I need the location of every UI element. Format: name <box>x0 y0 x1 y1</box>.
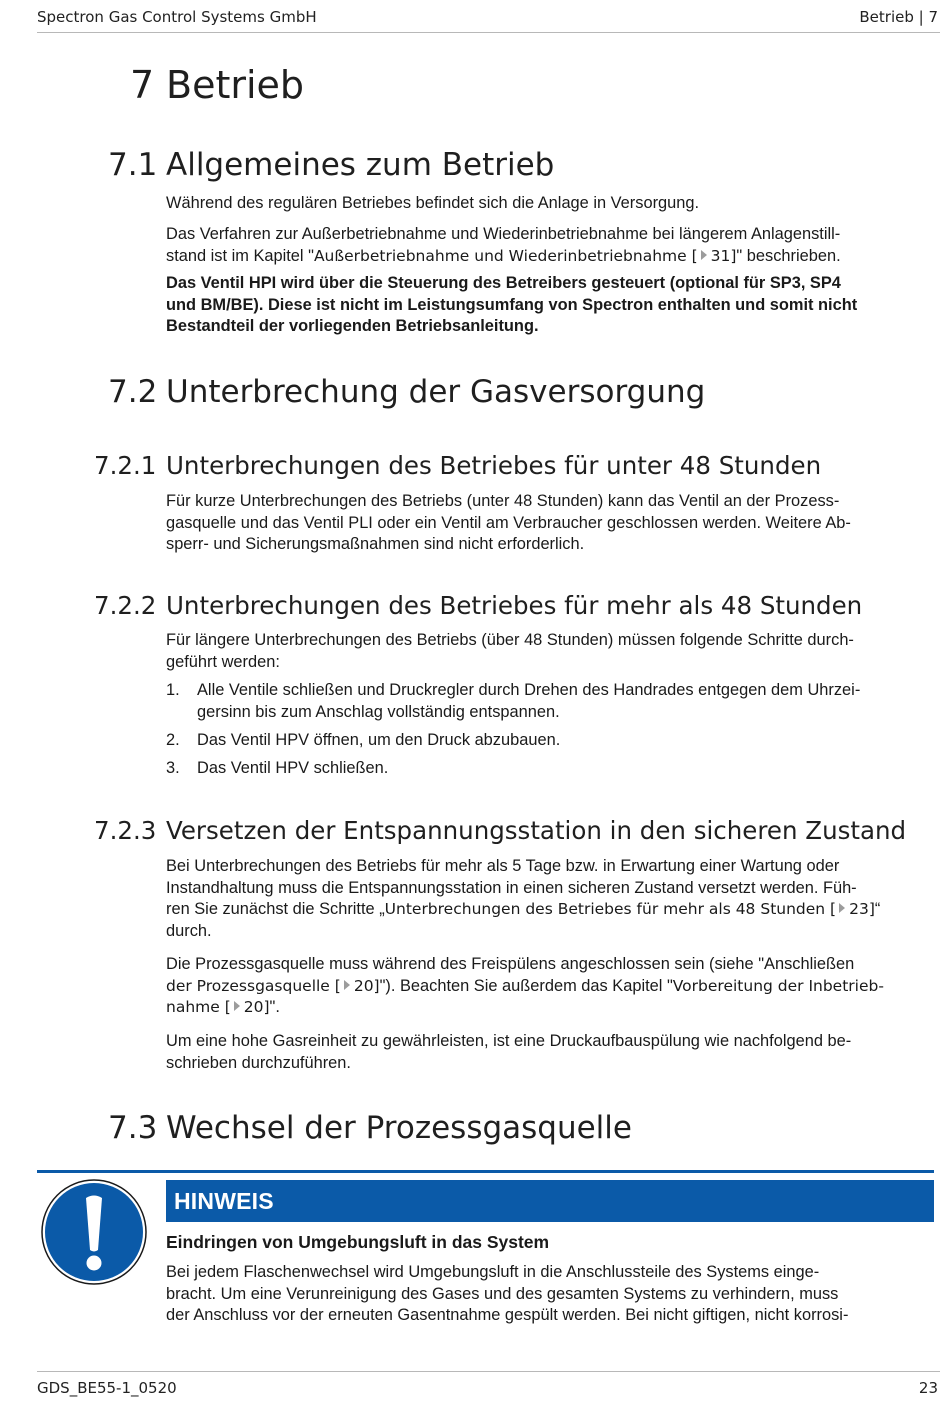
page-ref[interactable]: 31] <box>710 246 737 265</box>
section-7-3-number: 7.3 <box>108 1110 158 1146</box>
text-line: Bei Unterbrechungen des Betriebs für mehr als 5 Tage bzw. in Erwartung einer Wartung oder <box>166 857 840 875</box>
section-7-2-3-para-2 <box>166 954 934 1019</box>
section-7-2-3-para-3 <box>166 1031 934 1074</box>
chapter-title: Betrieb <box>166 63 305 107</box>
step-number: 2. <box>166 731 180 749</box>
text-line <box>166 246 934 268</box>
section-7-2-2-para <box>166 630 934 673</box>
step-text: Das Ventil HPV öffnen, um den Druck abzubauen. <box>197 731 561 749</box>
crossref-link[interactable]: nahme [ <box>166 998 231 1016</box>
text-fragment: ". <box>269 998 280 1016</box>
crossref-link[interactable]: Außerbetriebnahme und Wiederinbetriebnahme [ <box>313 246 698 265</box>
section-7-1-para-1 <box>166 193 934 215</box>
text-line: Für kurze Unterbrechungen des Betriebs (unter 48 Stunden) kann das Ventil an der Prozess- <box>166 492 840 510</box>
section-7-1-number: 7.1 <box>108 147 158 183</box>
text-line <box>166 997 934 1019</box>
text-fragment: stand ist im Kapitel " <box>166 246 314 265</box>
page-ref-arrow-icon <box>701 250 707 260</box>
section-7-1-title: Allgemeines zum Betrieb <box>166 147 555 183</box>
section-7-2-3-number: 7.2.3 <box>94 816 157 845</box>
notice-body <box>166 1262 934 1327</box>
text-line: Für längere Unterbrechungen des Betriebs (über 48 Stunden) müssen folgende Schritte durch- <box>166 631 854 649</box>
crossref-link[interactable]: der Prozessgasquelle [ <box>166 976 341 995</box>
text-line: Während des regulären Betriebes befindet sich die Anlage in Versorgung. <box>166 194 700 212</box>
text-line: Das Verfahren zur Außerbetriebnahme und Wiederinbetriebnahme bei längerem Anlagenstill- <box>166 225 841 243</box>
text-line: der Anschluss vor der erneuten Gasentnahme gespült werden. Bei nicht giftigen, nicht korrosi- <box>166 1306 849 1324</box>
page-ref-arrow-icon <box>344 980 350 990</box>
text-line: schrieben durchzuführen. <box>166 1053 351 1072</box>
text-fragment: ren Sie zunächst die Schritte „ <box>166 900 385 918</box>
text-line <box>166 899 934 921</box>
text-fragment: “ <box>874 900 881 918</box>
section-7-2-1-title: Unterbrechungen des Betriebes für unter 48 Stunden <box>166 451 822 480</box>
text-line: Alle Ventile schließen und Druckregler durch Drehen des Handrades entgegen dem Uhrzei- <box>197 681 861 699</box>
page-ref[interactable]: 20] <box>243 998 270 1016</box>
text-line <box>166 976 934 998</box>
notice-heading <box>166 1232 934 1254</box>
step-text: Das Ventil HPV schließen. <box>197 759 389 777</box>
notice-banner <box>166 1180 934 1222</box>
text-line: gersinn bis zum Anschlag vollständig entspannen. <box>197 702 560 721</box>
text-line: Um eine hohe Gasreinheit zu gewährleisten, ist eine Druckaufbauspülung wie nachfolgend be- <box>166 1032 852 1050</box>
step-number: 3. <box>166 759 180 777</box>
section-7-2-3-para-1 <box>166 856 934 942</box>
section-7-2-1-number: 7.2.1 <box>94 451 157 480</box>
footer-doc-id: GDS_BE55-1_0520 <box>37 1379 177 1397</box>
footer-page-number: 23 <box>918 1379 938 1397</box>
step-text <box>197 680 860 723</box>
text-line: gasquelle und das Ventil PLI oder ein Ventil am Verbraucher geschlossen werden. Weitere Ab- <box>166 513 851 532</box>
text-line: geführt werden: <box>166 652 280 671</box>
text-line: Bei jedem Flaschenwechsel wird Umgebungsluft in die Anschlussteile des Systems einge- <box>166 1263 820 1281</box>
section-7-2-title: Unterbrechung der Gasversorgung <box>166 374 706 410</box>
crossref-link[interactable]: Vorbereitung der Inbetrieb- <box>672 976 884 995</box>
step-number: 1. <box>166 681 180 699</box>
text-line: und BM/BE). Diese ist nicht im Leistungsumfang von Spectron enthalten und somit nicht <box>166 295 858 314</box>
section-7-2-2-title: Unterbrechungen des Betriebes für mehr als 48 Stunden <box>166 591 863 620</box>
section-7-2-1-para <box>166 491 934 556</box>
text-line: sperr- und Sicherungsmaßnahmen sind nicht erforderlich. <box>166 535 585 553</box>
header-section: Betrieb | 7 <box>859 8 938 26</box>
section-7-2-2-number: 7.2.2 <box>94 591 157 620</box>
text-fragment: " beschrieben. <box>736 246 841 265</box>
text-line: bracht. Um eine Verunreinigung des Gases und des gesamten Systems zu verhindern, muss <box>166 1284 839 1303</box>
header-company: Spectron Gas Control Systems GmbH <box>37 8 317 26</box>
text-line: Die Prozessgasquelle muss während des Freispülens angeschlossen sein (siehe "Anschließen <box>166 955 855 973</box>
section-7-2-3-title: Versetzen der Entspannungsstation in den sicheren Zustand <box>166 816 907 845</box>
text-line: Instandhaltung muss die Entspannungsstation in einen sicheren Zustand versetzt werden. Füh- <box>166 878 857 897</box>
text-line: Das Ventil HPI wird über die Steuerung des Betreibers gesteuert (optional für SP3, SP4 <box>166 274 841 292</box>
page-ref-arrow-icon <box>234 1001 240 1011</box>
text-line: Eindringen von Umgebungsluft in das System <box>166 1232 550 1252</box>
text-line: Bestandteil der vorliegenden Betriebsanleitung. <box>166 317 539 335</box>
crossref-link[interactable]: Unterbrechungen des Betriebes für mehr als 48 Stunden [ <box>384 900 837 918</box>
mandatory-exclamation-icon <box>40 1178 148 1286</box>
header-rule <box>37 32 940 33</box>
footer-rule <box>37 1371 940 1372</box>
page-ref[interactable]: 23] <box>849 900 875 918</box>
text-line: durch. <box>166 921 212 940</box>
chapter-number: 7 <box>130 63 155 107</box>
page-ref-arrow-icon <box>839 903 845 913</box>
notice-label: HINWEIS <box>174 1188 274 1214</box>
page-ref[interactable]: 20] <box>353 976 380 995</box>
section-7-3-title: Wechsel der Prozessgasquelle <box>166 1110 632 1146</box>
section-7-1-note <box>166 273 934 338</box>
text-fragment: "). Beachten Sie außerdem das Kapitel " <box>379 976 673 995</box>
notice-top-rule <box>37 1170 934 1173</box>
section-7-1-para-2 <box>166 224 934 267</box>
section-7-2-number: 7.2 <box>108 374 158 410</box>
